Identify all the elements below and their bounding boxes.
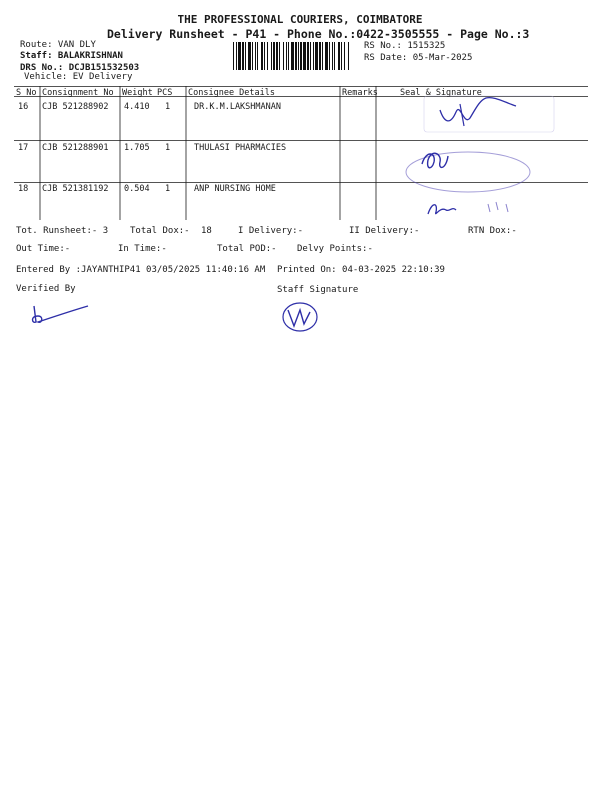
rs-number: RS No.: 1515325 [364, 41, 446, 51]
row-pcs: 1 [165, 102, 171, 112]
row-consignment: CJB 521381192 [42, 184, 109, 194]
rs-date: RS Date: 05-Mar-2025 [364, 53, 473, 63]
row-consignee: THULASI PHARMACIES [194, 143, 287, 153]
row-sno: 18 [18, 184, 29, 194]
company-title: THE PROFESSIONAL COURIERS, COIMBATORE [177, 13, 423, 26]
row-weight: 4.410 [124, 102, 150, 112]
drs-number: DRS No.: DCJB151532503 [20, 63, 140, 73]
col-header-seal: Seal & Signature [400, 88, 482, 98]
printed-on: Printed On: 04-03-2025 22:10:39 [277, 265, 445, 275]
staff-signature-mark [278, 300, 326, 334]
total-dox-label: Total Dox:- [130, 226, 190, 236]
col-header-pcs: PCS [157, 88, 173, 98]
entered-by: Entered By :JAYANTHIP41 03/05/2025 11:40:16 AM [16, 265, 266, 275]
row16-signature-mark [420, 92, 560, 136]
route-label: Route: VAN DLY [20, 40, 96, 50]
row17-stamp-mark [392, 140, 542, 196]
row-consignment: CJB 521288901 [42, 143, 109, 153]
rtn-dox: RTN Dox:- [468, 226, 517, 236]
col-header-weight: Weight [122, 88, 153, 98]
staff-label: Staff: BALAKRISHNAN [20, 51, 123, 61]
barcode-image [233, 42, 349, 70]
col-header-sno: S No [16, 88, 37, 98]
row-sno: 16 [18, 102, 29, 112]
tot-runsheet: Tot. Runsheet:- 3 [16, 226, 109, 236]
staff-signature-label: Staff Signature [277, 285, 359, 295]
col-header-consignee: Consignee Details [188, 88, 275, 98]
col-header-consignment: Consignment No [42, 88, 114, 98]
row18-signature-mark [418, 196, 538, 220]
row-consignment: CJB 521288902 [42, 102, 109, 112]
ii-delivery: II Delivery:- [349, 226, 420, 236]
col-header-remarks: Remarks [342, 88, 378, 98]
verified-signature [26, 298, 96, 328]
row-weight: 1.705 [124, 143, 150, 153]
i-delivery: I Delivery:- [238, 226, 304, 236]
row-consignee: DR.K.M.LAKSHMANAN [194, 102, 281, 112]
row-pcs: 1 [165, 184, 171, 194]
verified-by-label: Verified By [16, 284, 76, 294]
runsheet-subtitle: Delivery Runsheet - P41 - Phone No.:0422-3505555 - Page No.:3 [107, 27, 530, 41]
total-dox-value: 18 [201, 226, 212, 236]
row-weight: 0.504 [124, 184, 150, 194]
in-time: In Time:- [118, 244, 167, 254]
delvy-points: Delvy Points:- [297, 244, 373, 254]
out-time: Out Time:- [16, 244, 71, 254]
row-sno: 17 [18, 143, 29, 153]
total-pod: Total POD:- [217, 244, 277, 254]
row-pcs: 1 [165, 143, 171, 153]
row-consignee: ANP NURSING HOME [194, 184, 276, 194]
vehicle-label: Vehicle: EV Delivery [24, 72, 133, 82]
